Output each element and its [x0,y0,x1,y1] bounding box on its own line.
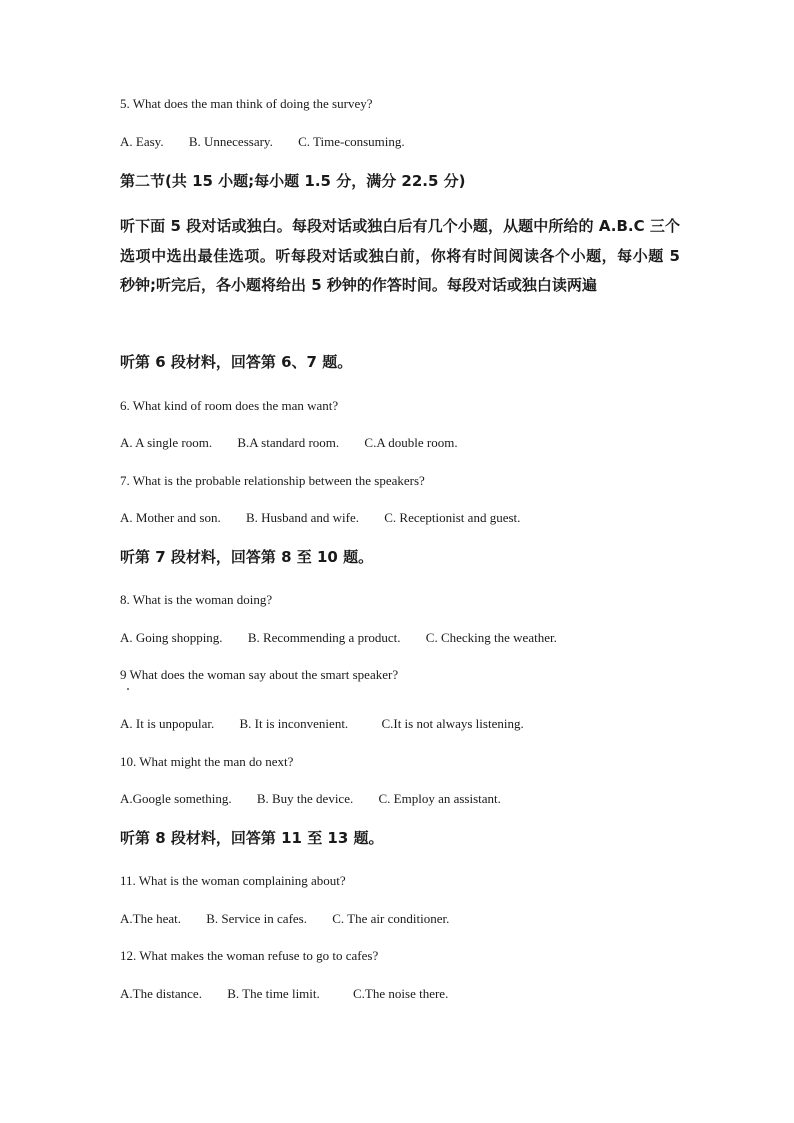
question-6: 6. What kind of room does the man want? [120,398,339,413]
question-6-options [120,435,458,451]
option-c: C.It is not always listening. [381,716,524,731]
question-9: 9 What does the woman say about the smart speaker? [120,667,399,682]
option-b: B. Buy the device. [256,791,354,806]
option-c: C. Employ an assistant. [378,791,501,806]
question-5: 5. What does the man think of doing the survey? [120,96,373,111]
question-7-options [120,510,520,526]
option-a: A. Going shopping. [120,630,223,645]
question-5-options [120,134,405,150]
question-7: 7. What is the probable relationship between the speakers? [120,473,425,488]
question-10: 10. What might the man do next? [120,754,294,769]
option-a: A.The distance. [120,986,202,1001]
option-b: B. Husband and wife. [246,510,360,525]
question-8-options [120,630,557,646]
option-c: C. Time-consuming. [298,134,405,149]
option-c: C.A double room. [364,435,458,450]
section-2-title: 第二节(共 15 小题;每小题 1.5 分，满分 22.5 分) [120,172,466,190]
question-10-options [120,791,501,807]
question-8: 8. What is the woman doing? [120,592,273,607]
option-c: C.The noise there. [353,986,449,1001]
option-a: A. Easy. [120,134,164,149]
question-9-options [120,716,524,732]
question-12: 12. What makes the woman refuse to go to cafes? [120,948,379,963]
section-2-instructions: 听下面 5 段对话或独白。每段对话或独白后有几个小题，从题中所给的 A.B.C 三个选项中选出最佳选项。听每段对话或独白前，你将有时间阅读各个小题，每小题 5 秒钟;听完后，各小题将给出 5 秒钟的作答时间。每段对话或独白读两遍 [120,217,680,294]
option-a: A. It is unpopular. [120,716,215,731]
passage-6-heading: 听第 6 段材料，回答第 6、7 题。 [120,353,353,371]
question-12-options [120,986,448,1002]
passage-7-heading: 听第 7 段材料，回答第 8 至 10 题。 [120,548,374,566]
option-a: A. A single room. [120,435,213,450]
option-b: B. It is inconvenient. [239,716,349,731]
option-b: B. Service in cafes. [206,911,307,926]
question-11: 11. What is the woman complaining about? [120,873,346,888]
option-c: C. Checking the weather. [425,630,557,645]
option-c: C. The air conditioner. [332,911,450,926]
option-a: A.Google something. [120,791,232,806]
option-b: B. The time limit. [227,986,320,1001]
option-b: B. Unnecessary. [188,134,273,149]
stray-dot-mark [127,688,129,690]
option-b: B.A standard room. [237,435,340,450]
option-a: A.The heat. [120,911,182,926]
option-c: C. Receptionist and guest. [384,510,521,525]
option-b: B. Recommending a product. [247,630,401,645]
passage-8-heading: 听第 8 段材料，回答第 11 至 13 题。 [120,829,384,847]
question-11-options [120,911,449,927]
option-a: A. Mother and son. [120,510,221,525]
